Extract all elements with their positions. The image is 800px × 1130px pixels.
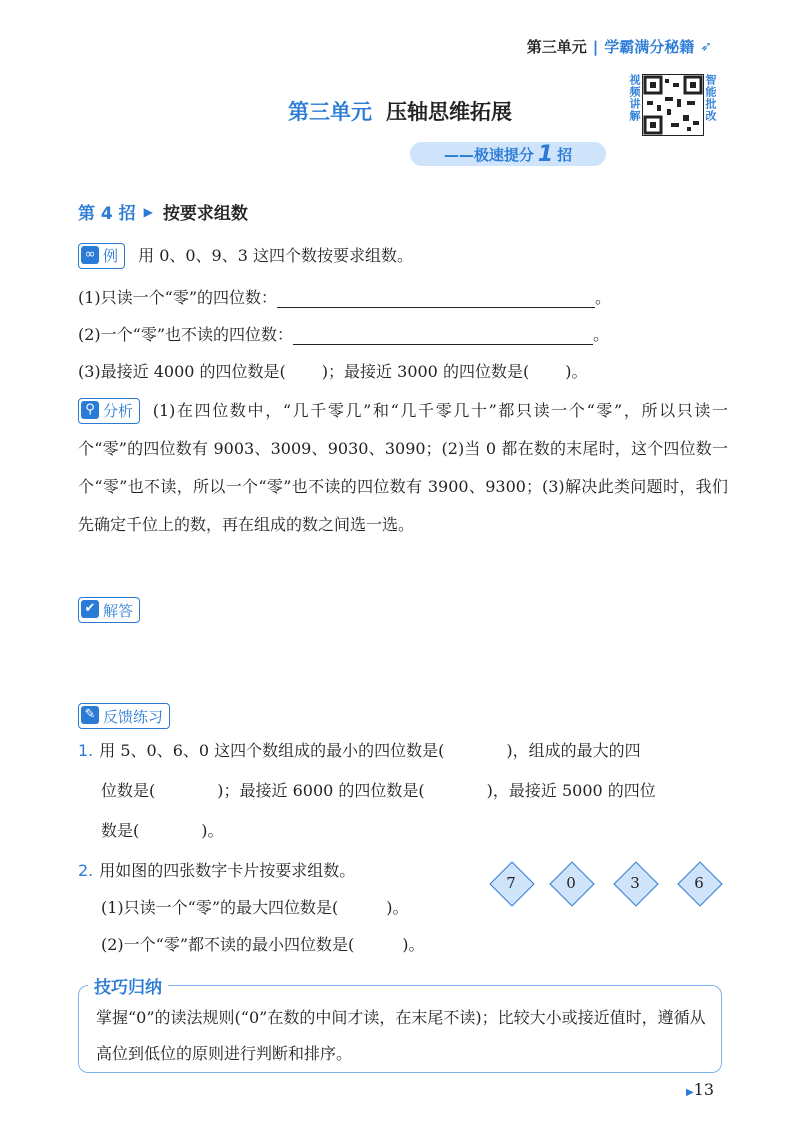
analysis-tag-label: 分析 [103,402,134,420]
badge-suffix: 招 [557,145,573,164]
feedback-q1-line2 [101,781,656,801]
number-card-label: 0 [566,874,576,892]
magnifier-icon: ⚲ [81,401,99,419]
example-q1-end: 。 [595,288,612,307]
analysis-text: (1)在四位数中，“几千零几”和“几千零几十”都只读一个“零”，所以只读一个“零”的四位数有 9003、3009、9030、3090；(2)当 0 都在数的末尾时，这个四位数一个“零”也不读，所以一个“零”也不读的四位数有 3900、9300；(3)解决此类问题时，我们先确定千位上的数，再在组成的数之间选一选。 [78,401,728,534]
q2-s1-text: (1)只读一个“零”的最大四位数是( [101,898,339,917]
link-icon: ∞ [81,246,99,264]
example-q3-part2: )；最接近 3000 的四位数是( [321,362,530,381]
section-heading [78,199,248,224]
q2-s1-end: )。 [386,898,409,917]
title-main: 压轴思维拓展 [386,100,512,124]
number-card-label: 7 [506,874,516,892]
triangle-right-icon: ▶ [143,204,153,219]
q2-s2-end: )。 [402,935,425,954]
move-label: 第 4 招 [78,204,136,224]
q1-text-b: )，组成的最大的四 [506,741,641,760]
triangle-right-icon: ▶ [685,1087,694,1098]
example-intro: 用 0、0、9、3 这四个数按要求组数。 [138,246,414,265]
example-q3-part1: (3)最接近 4000 的四位数是( [78,362,286,381]
example-intro-line [78,243,413,269]
checkmark-icon: ✔ [81,600,99,618]
q1-text-d: )；最接近 6000 的四位数是( [217,781,425,800]
tip-heading: 技巧归纳 [88,973,168,998]
running-header [527,36,712,57]
q2-s2-text: (2)一个“零”都不读的最小四位数是( [101,935,355,954]
speed-badge [410,142,606,166]
example-q1 [78,288,611,308]
analysis-block [78,392,728,544]
title-unit: 第三单元 [288,100,372,124]
q1-text-g: )。 [201,821,224,840]
question-number: 2. [78,861,94,880]
badge-number: 1 [537,141,554,167]
header-brand: 学霸满分秘籍 [604,38,695,56]
example-q3-part3: )。 [565,362,588,381]
example-q1-text: (1)只读一个“零”的四位数： [78,288,278,307]
question-number: 1. [78,741,94,760]
feedback-q1-line1 [78,741,641,761]
brand-logo-icon: ➶ [700,38,712,55]
example-tag-label: 例 [103,247,119,265]
tip-text: 掌握“0”的读法规则(“0”在数的中间才读，在末尾不读)；比较大小或接近值时，遵循从高位到低位的原则进行判断和排序。 [96,1008,706,1063]
answer-section [78,597,140,623]
q1-text-e: )，最接近 5000 的四位 [486,781,656,800]
answer-blank[interactable] [277,307,595,308]
q1-text-a: 用 5、0、6、0 这四个数组成的最小的四位数是( [99,741,445,760]
feedback-tag [78,703,170,729]
header-unit: 第三单元 [526,38,587,56]
example-q2-end: 。 [593,325,610,344]
page-title [0,96,800,126]
example-q2 [78,325,609,345]
move-title: 按要求组数 [162,204,248,224]
badge-prefix: ——极速提分 [443,145,534,164]
analysis-tag [78,398,140,424]
feedback-q2-intro [78,861,355,881]
example-tag [78,243,125,269]
header-separator: | [592,37,599,56]
feedback-q2-s2 [101,935,425,955]
q2-intro: 用如图的四张数字卡片按要求组数。 [99,861,356,880]
q1-text-c: 位数是( [101,781,156,800]
page-number [686,1080,714,1099]
feedback-q1-line3 [101,821,224,841]
number-card-label: 3 [630,874,640,892]
qr-right-label: 智能批改 [704,74,717,122]
example-q2-text: (2)一个“零”也不读的四位数： [78,325,294,344]
answer-tag [78,597,140,623]
feedback-section [78,703,170,729]
feedback-tag-label: 反馈练习 [103,707,164,726]
pencil-icon: ✎ [81,706,99,724]
qr-left-label: 视频讲解 [628,74,641,122]
q1-text-f: 数是( [101,821,140,840]
page-number-value: 13 [693,1080,714,1099]
feedback-q2-s1 [101,898,409,918]
answer-tag-label: 解答 [103,601,134,620]
answer-blank[interactable] [293,344,593,345]
number-card-label: 6 [694,874,704,892]
example-q3 [78,362,587,382]
